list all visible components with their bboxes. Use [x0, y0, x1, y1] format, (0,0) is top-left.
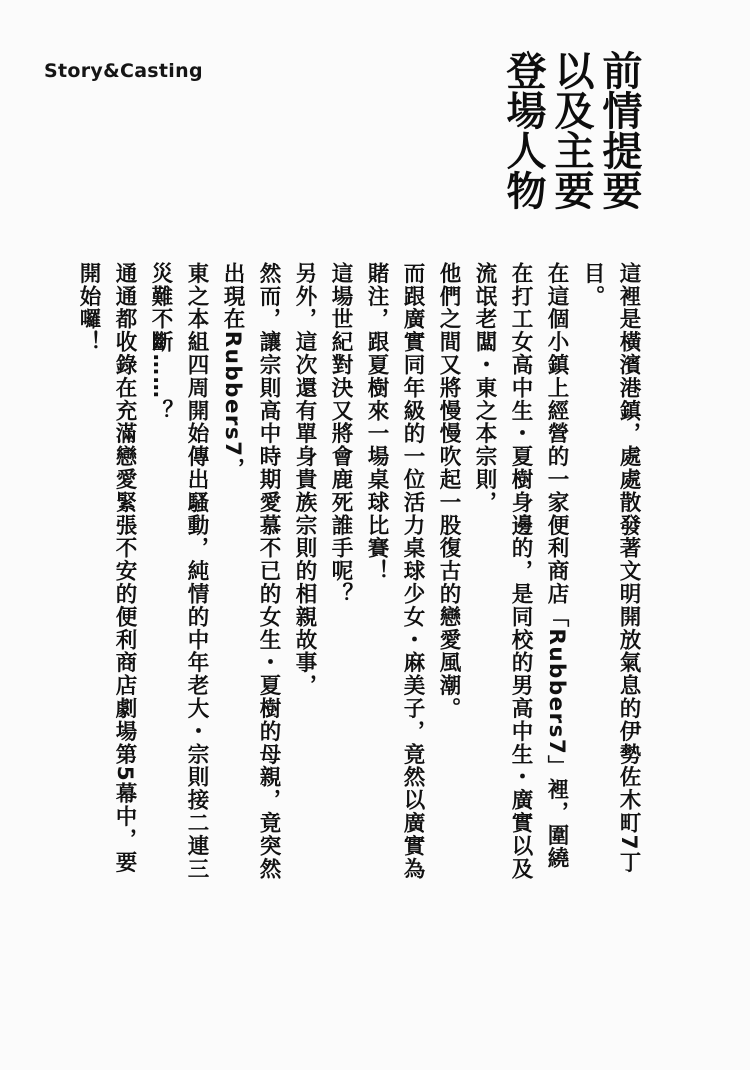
story-paragraph-6: 另外，這次還有單身貴族宗則的相親故事， — [292, 262, 317, 698]
story-paragraph-8: 東之本組四周開始傳出騷動，純情的中年老大・宗則接二連三災難不斷……？ — [148, 262, 209, 881]
title-line-2: 以及主要 — [548, 50, 594, 210]
story-paragraph-9: 通通都收錄在充滿戀愛緊張不安的便利商店劇場第5幕中，要開始囉！ — [76, 262, 137, 874]
story-paragraph-7: 然而，讓宗則高中時期愛慕不已的女生・夏樹的母親，竟突然出現在Rubbers7， — [220, 262, 281, 881]
story-paragraph-4: 而跟廣實同年級的一位活力桌球少女・麻美子，竟然以廣實為賭注，跟夏樹來一場桌球比賽！ — [364, 262, 425, 881]
title-line-3: 登場人物 — [500, 50, 546, 210]
story-paragraph-2: 在這個小鎮上經營的一家便利商店「Rubbers7」裡，圍繞在打工女高中生・夏樹身邊的，是同校的男高中生・廣實以及流氓老闆・東之本宗則， — [472, 262, 569, 881]
section-label: Story&Casting — [44, 60, 203, 82]
page-title — [500, 50, 640, 220]
title-line-1: 前情提要 — [596, 50, 642, 210]
story-body — [70, 262, 646, 882]
story-paragraph-3: 他們之間又將慢慢吹起一股復古的戀愛風潮。 — [436, 262, 461, 720]
story-paragraph-5: 這場世紀對決又將會鹿死誰手呢？ — [328, 262, 353, 606]
story-paragraph-1: 這裡是橫濱港鎮，處處散發著文明開放氣息的伊勢佐木町7丁目。 — [580, 262, 641, 874]
